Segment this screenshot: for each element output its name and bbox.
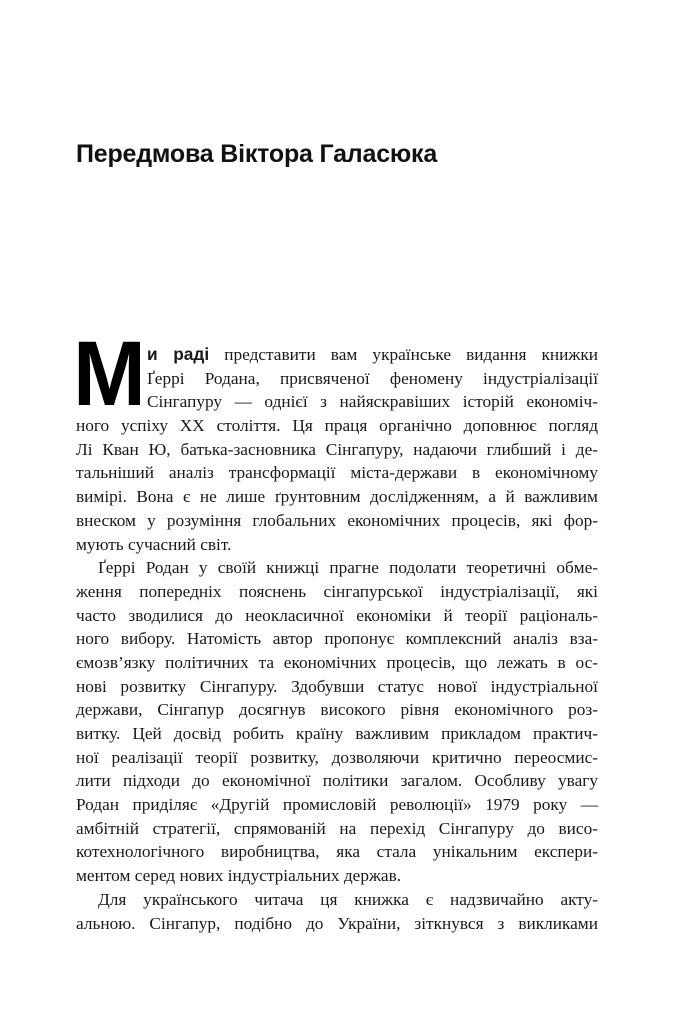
lead-bold-text: и раді — [147, 344, 210, 364]
paragraph — [76, 556, 598, 888]
drop-cap: М — [73, 323, 146, 425]
text-line: держави, Сінгапур досягнув високого рівня економічного роз- — [76, 700, 598, 720]
body-text — [76, 343, 598, 935]
text-line: мують сучасний світ. — [76, 534, 232, 554]
page-title: Передмова Віктора Галасюка — [76, 140, 438, 168]
text-line: внеском у розуміння глобальних економічних процесів, які фор- — [76, 510, 598, 530]
text-line: Родан приділяє «Другій промисловій революції» 1979 року — — [76, 795, 598, 815]
text-line: ментом серед нових індустріальних держав. — [76, 866, 402, 886]
text-line: Лі Кван Ю, батька-засновника Сінгапуру, надаючи глибший і де- — [76, 439, 598, 459]
text-line: ної реалізації теорії розвитку, дозволяючи критично переосмис- — [76, 747, 598, 767]
text-line: часто зводилися до неокласичної економіки й теорії раціональ- — [76, 605, 598, 625]
text-line: витку. Цей досвід робить країну важливим прикладом практич- — [76, 724, 598, 743]
text-line: ного успіху XX століття. Ця праця органічно доповнює погляд — [76, 416, 598, 436]
text-line: ного вибору. Натомість автор пропонує комплексний аналіз вза- — [76, 629, 598, 649]
text-line: тальніший аналіз трансформації міста-держави в економічному — [76, 463, 598, 483]
text-line: ження попередніх пояснень сінгапурської індустріалізації, які — [76, 581, 598, 601]
paragraph — [76, 343, 598, 556]
paragraph — [76, 888, 598, 935]
text-line — [147, 343, 598, 367]
text-line: Ґеррі Родана, присвяченої феномену індустріалізації — [147, 368, 598, 388]
text-line: Для українського читача ця книжка є надзвичайно акту- — [98, 889, 598, 909]
text-line: альною. Сінгапур, подібно до України, зіткнувся з викликами — [76, 913, 598, 933]
text-line: лити підходи до економічної політики загалом. Особливу увагу — [76, 771, 598, 791]
text-line: Ґеррі Родан у своїй книжці прагне подолати теоретичні обме- — [98, 558, 598, 578]
text-line: нові розвитку Сінгапуру. Здобувши статус нової індустріальної — [76, 676, 598, 696]
text-line: ємозв’язку політичних та економічних процесів, що лежать в ос- — [76, 652, 598, 672]
text-line: Сінгапуру — однієї з найяскравіших історій економіч- — [147, 392, 598, 412]
text-line: вимірі. Вона є не лише ґрунтовним дослідженням, а й важливим — [76, 487, 598, 507]
text-line: амбітній стратегії, спрямованій на перехід Сінгапуру до висо- — [76, 818, 598, 838]
text-line: котехнологічного виробництва, яка стала унікальним експери- — [76, 842, 598, 862]
text-line-rest: представити вам українське видання книжки — [209, 345, 598, 364]
